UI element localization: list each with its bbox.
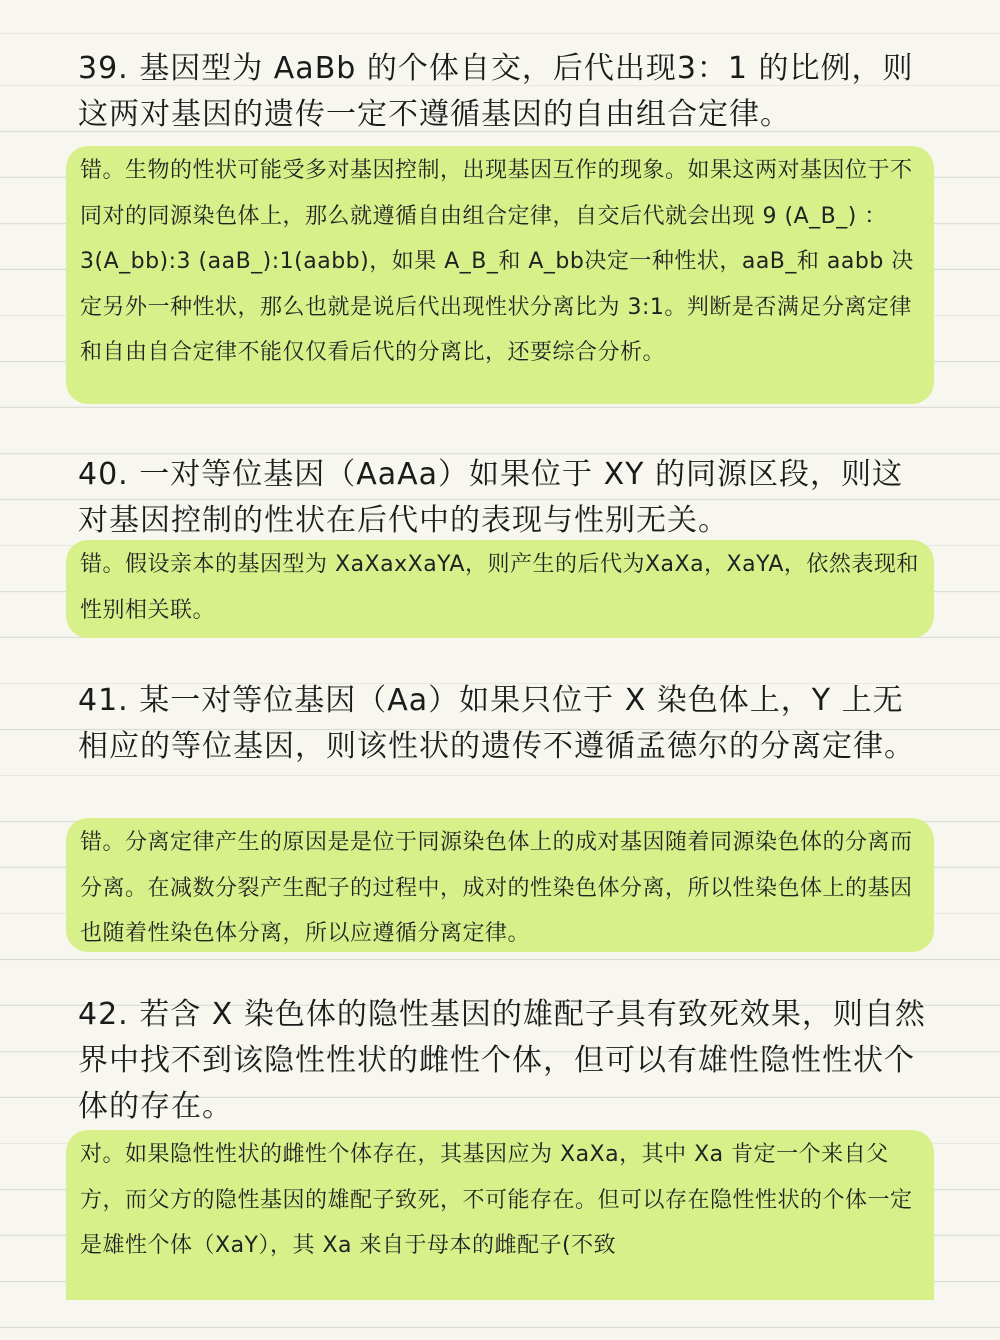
answer-39: 错。生物的性状可能受多对基因控制，出现基因互作的现象。如果这两对基因位于不同对的同源染色体上，那么就遵循自由组合定律，自交后代就会出现 9 (A_B_) ：3(A_bb):3 (aaB_):1(aabb)，如果 A_B_和 A_bb决定一种性状，aaB_和 aabb 决定另外一种性状，那么也就是说后代出现性状分离比为 3:1。判断是否满足分离定律和自由自合定律不能仅仅看后代的分离比，还要综合分析。 <box>66 146 934 404</box>
answer-42: 对。如果隐性性状的雌性个体存在，其基因应为 XaXa，其中 Xa 肯定一个来自父方，而父方的隐性基因的雄配子致死，不可能存在。但可以存在隐性性状的个体一定是雄性个体（XaY），其 Xa 来自于母本的雌配子(不致 <box>66 1130 934 1300</box>
question-39: 39. 基因型为 AaBb 的个体自交，后代出现3：1 的比例，则这两对基因的遗传一定不遵循基因的自由组合定律。 <box>78 51 914 132</box>
answer-40: 错。假设亲本的基因型为 XaXaxXaYA，则产生的后代为XaXa，XaYA，依然表现和性别相关联。 <box>66 540 934 638</box>
question-40: 40. 一对等位基因（AaAa）如果位于 XY 的同源区段，则这对基因控制的性状在后代中的表现与性别无关。 <box>78 457 904 538</box>
answer-41: 错。分离定律产生的原因是是位于同源染色体上的成对基因随着同源染色体的分离而分离。在减数分裂产生配子的过程中，成对的性染色体分离，所以性染色体上的基因也随着性染色体分离，所以应遵循分离定律。 <box>66 818 934 952</box>
question-41: 41. 某一对等位基因（Aa）如果只位于 X 染色体上，Y 上无相应的等位基因，则该性状的遗传不遵循孟德尔的分离定律。 <box>78 683 915 764</box>
question-42: 42. 若含 X 染色体的隐性基因的雄配子具有致死效果，则自然界中找不到该隐性性状的雌性个体，但可以有雄性隐性性状个体的存在。 <box>78 997 926 1124</box>
